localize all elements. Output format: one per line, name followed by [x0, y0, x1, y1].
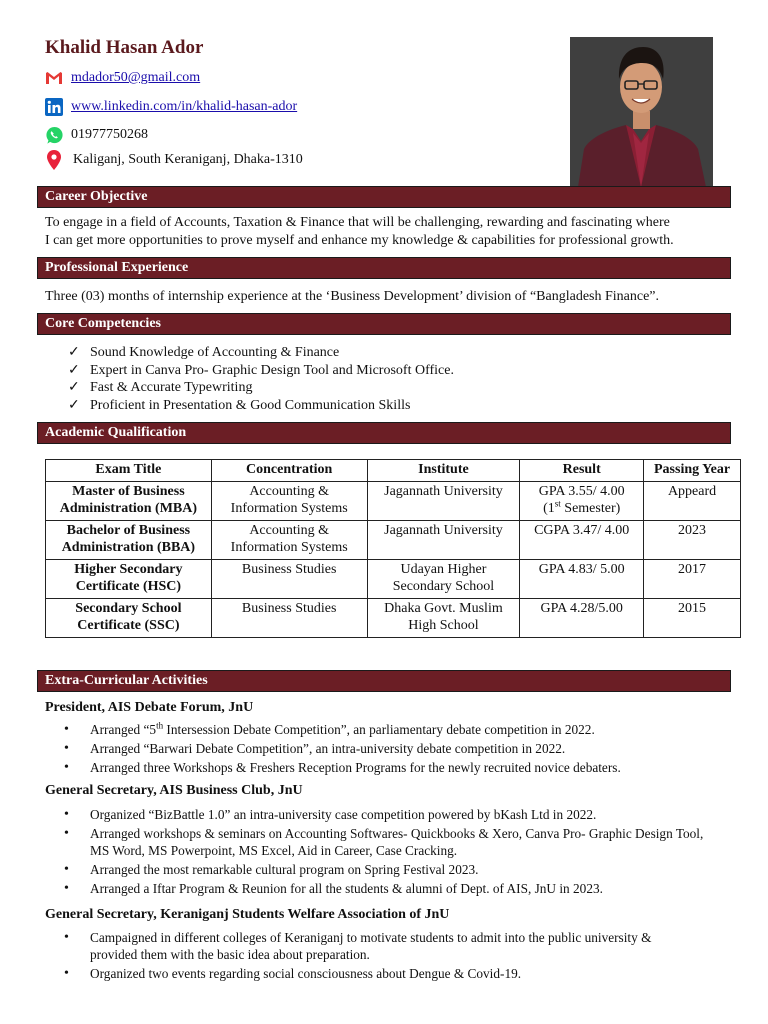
exam-title: Bachelor of Business Administration (BBA): [46, 520, 212, 559]
list-item: [64, 721, 621, 738]
email-link[interactable]: mdador50@gmail.com: [71, 70, 201, 85]
result-note-post: Semester): [560, 501, 621, 516]
result: CGPA 3.47/ 4.00: [520, 520, 644, 559]
role-activity-list: [64, 721, 621, 778]
professional-experience-text: Three (03) months of internship experience at the ‘Business Development’ division of “Bangladesh Finance”.: [45, 289, 660, 304]
result-value: GPA 3.55/ 4.00: [538, 483, 625, 499]
career-objective-line: I can get more opportunities to prove myself and enhance my knowledge & capabilities for professional growth.: [45, 232, 674, 248]
bullet-icon: •: [64, 862, 69, 877]
bullet-icon: •: [64, 930, 69, 945]
result-note: [543, 498, 621, 516]
exam-title: Master of Business Administration (MBA): [46, 481, 212, 520]
phone-number: 01977750268: [71, 127, 148, 142]
role-title: General Secretary, AIS Business Club, JnU: [45, 783, 303, 798]
concentration: Accounting & Information Systems: [211, 520, 367, 559]
activity-text: Arranged a Iftar Program & Reunion for all the students & alumni of Dept. of AIS, JnU in 2023.: [90, 881, 603, 896]
role-activity-list: [64, 929, 684, 984]
candidate-name: Khalid Hasan Ador: [45, 37, 204, 58]
activity-text-pre: Arranged “5: [90, 722, 157, 737]
contact-linkedin: [44, 96, 297, 118]
activity-text: Arranged three Workshops & Freshers Reception Programs for the newly recruited novice debaters.: [90, 760, 621, 775]
checkmark-icon: ✓: [68, 380, 80, 395]
activity-text: Campaigned in different colleges of Keraniganj to motivate students to admit into the public university & provided them with the basic idea about preparation.: [90, 930, 652, 962]
checkmark-icon: ✓: [68, 362, 80, 378]
linkedin-link[interactable]: www.linkedin.com/in/khalid-hasan-ador: [71, 99, 298, 114]
list-item: [64, 861, 704, 878]
table-row: [46, 520, 741, 559]
list-item: [68, 379, 454, 397]
passing-year: 2017: [644, 559, 741, 598]
activity-text: Arranged “Barwari Debate Competition”, an intra-university debate competition in 2022.: [90, 741, 566, 756]
passing-year: 2015: [644, 598, 741, 637]
list-item: [68, 362, 454, 380]
activity-text: Organized “BizBattle 1.0” an intra-university case competition powered by bKash Ltd in 2022.: [90, 807, 597, 822]
academic-table: [45, 459, 741, 638]
column-header: Concentration: [211, 460, 367, 482]
checkmark-icon: ✓: [68, 397, 80, 413]
section-extra-curricular: Extra-Curricular Activities: [37, 670, 731, 692]
competency-text: Fast & Accurate Typewriting: [90, 380, 253, 395]
competency-text: Sound Knowledge of Accounting & Finance: [90, 345, 340, 360]
column-header: Exam Title: [46, 460, 212, 482]
list-item: [64, 880, 704, 897]
list-item: [64, 806, 704, 823]
table-row: [46, 559, 741, 598]
activity-text: [90, 721, 595, 738]
result-note-pre: (1: [543, 501, 555, 516]
exam-title: Secondary School Certificate (SSC): [46, 598, 212, 637]
gmail-icon: [44, 68, 64, 88]
competency-text: Expert in Canva Pro- Graphic Design Tool and Microsoft Office.: [90, 362, 454, 378]
bullet-icon: •: [64, 826, 69, 841]
list-item: [64, 740, 621, 757]
address-text: Kaliganj, South Keraniganj, Dhaka-1310: [73, 152, 303, 167]
activity-text-sup: th: [156, 720, 164, 731]
passing-year: Appeard: [644, 481, 741, 520]
role-title: President, AIS Debate Forum, JnU: [45, 700, 254, 715]
competency-text: Proficient in Presentation & Good Communication Skills: [90, 397, 411, 413]
column-header: Institute: [367, 460, 520, 482]
competency-list: [68, 344, 454, 414]
passing-year: 2023: [644, 520, 741, 559]
institute: Jagannath University: [367, 481, 520, 520]
column-header: Result: [520, 460, 644, 482]
section-academic-qualification: Academic Qualification: [37, 422, 731, 444]
career-objective-text: [45, 214, 731, 249]
role-title: General Secretary, Keraniganj Students Welfare Association of JnU: [45, 907, 450, 922]
concentration: Accounting & Information Systems: [211, 481, 367, 520]
bullet-icon: •: [64, 966, 69, 981]
location-pin-icon: [44, 150, 64, 170]
contact-email: [44, 67, 200, 89]
activity-text-post: Intersession Debate Competition”, an parliamentary debate competition in 2022.: [163, 722, 595, 737]
table-row: [46, 481, 741, 520]
institute: Jagannath University: [367, 520, 520, 559]
exam-title: Higher Secondary Certificate (HSC): [46, 559, 212, 598]
section-core-competencies: Core Competencies: [37, 313, 731, 335]
contact-phone: [44, 124, 148, 146]
list-item: [64, 929, 684, 963]
checkmark-icon: ✓: [68, 345, 80, 360]
activity-text: Arranged the most remarkable cultural program on Spring Festival 2023.: [90, 862, 479, 877]
bullet-icon: •: [64, 760, 69, 775]
list-item: [64, 825, 704, 859]
linkedin-icon: [44, 97, 64, 117]
list-item: [68, 397, 454, 415]
role-activity-list: [64, 806, 704, 899]
concentration: Business Studies: [211, 559, 367, 598]
result: GPA 4.28/5.00: [520, 598, 644, 637]
column-header: Passing Year: [644, 460, 741, 482]
bullet-icon: •: [64, 881, 69, 896]
career-objective-line: To engage in a field of Accounts, Taxation & Finance that will be challenging, rewarding and fascinating where: [45, 215, 670, 230]
contact-address: [44, 149, 303, 171]
result-note-sup: st: [554, 498, 561, 509]
result: [520, 481, 644, 520]
activity-text: Arranged workshops & seminars on Accounting Softwares- Quickbooks & Xero, Canva Pro- Graphic Design Tool, MS Word, MS Powerpoint, MS Excel, Aid in Career, Case Cracking.: [90, 826, 704, 858]
table-header-row: [46, 460, 741, 482]
institute: Dhaka Govt. Muslim High School: [367, 598, 520, 637]
list-item: [64, 759, 621, 776]
list-item: [68, 344, 454, 362]
bullet-icon: •: [64, 807, 69, 822]
bullet-icon: •: [64, 741, 69, 756]
table-row: [46, 598, 741, 637]
section-professional-experience: Professional Experience: [37, 257, 731, 279]
concentration: Business Studies: [211, 598, 367, 637]
profile-photo: [570, 37, 713, 187]
bullet-icon: •: [64, 722, 69, 737]
list-item: [64, 965, 684, 982]
result: GPA 4.83/ 5.00: [520, 559, 644, 598]
institute: Udayan Higher Secondary School: [367, 559, 520, 598]
activity-text: Organized two events regarding social consciousness about Dengue & Covid-19.: [90, 966, 522, 981]
whatsapp-icon: [44, 125, 64, 145]
section-career-objective: Career Objective: [37, 186, 731, 208]
